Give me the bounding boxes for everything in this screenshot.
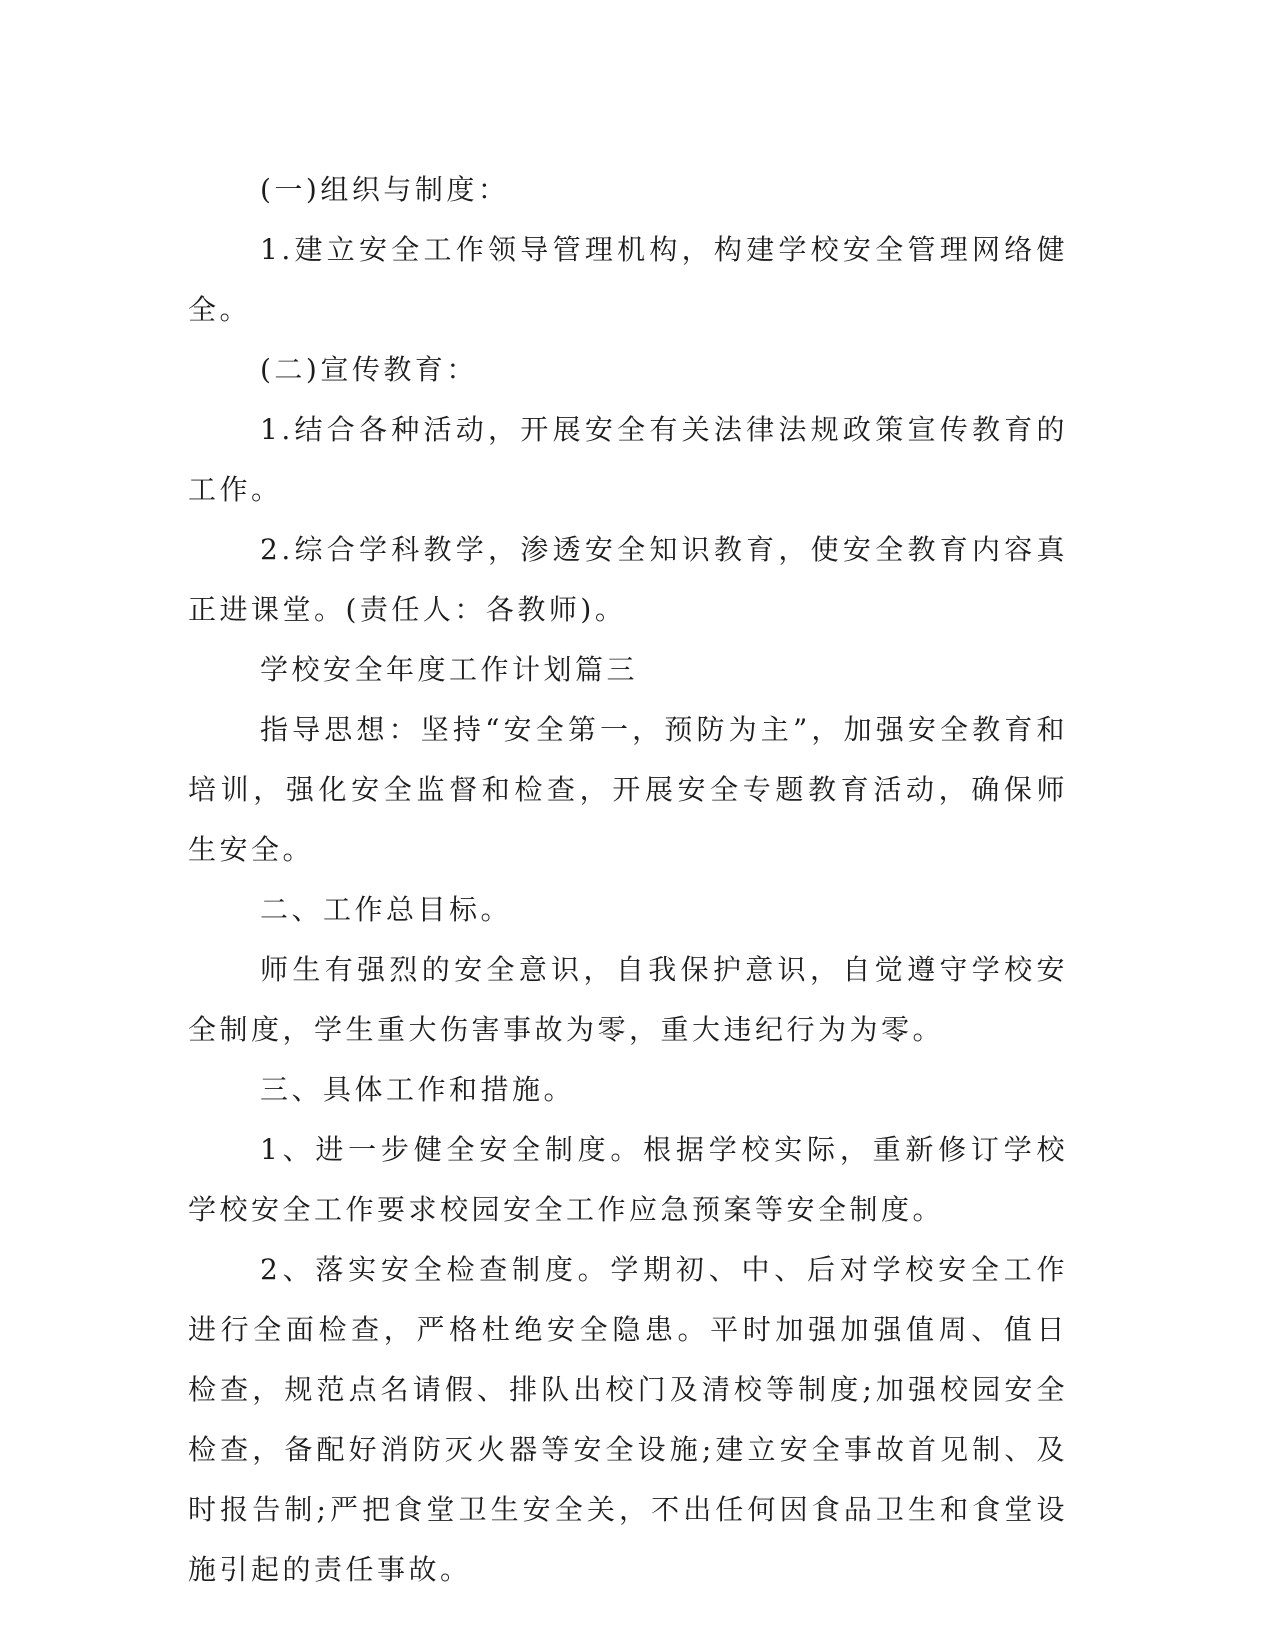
paragraph: 1.结合各种活动，开展安全有关法律法规政策宣传教育的工作。 [188, 413, 1068, 506]
paragraph: 1、进一步健全安全制度。根据学校实际，重新修订学校学校安全工作要求校园安全工作应急预案等安全制度。 [188, 1133, 1068, 1226]
paragraph: 指导思想：坚持“安全第一，预防为主”，加强安全教育和培训，强化安全监督和检查，开展安全专题教育活动，确保师生安全。 [188, 713, 1068, 866]
section-heading: 三、具体工作和措施。 [260, 1073, 576, 1106]
paragraph: (一)组织与制度： [260, 173, 510, 206]
paragraph: 师生有强烈的安全意识，自我保护意识，自觉遵守学校安全制度，学生重大伤害事故为零，重大违纪行为为零。 [188, 953, 1068, 1046]
section-heading: 学校安全年度工作计划篇三 [260, 653, 639, 686]
section-heading: 二、工作总目标。 [260, 893, 513, 926]
paragraph: 2、落实安全检查制度。学期初、中、后对学校安全工作进行全面检查，严格杜绝安全隐患。平时加强加强值周、值日检查，规范点名请假、排队出校门及清校等制度;加强校园安全检查，备配好消防灭火器等安全设施;建立安全事故首见制、及时报告制;严把食堂卫生安全关，不出任何因食品卫生和食堂设施引起的责任事故。 [188, 1253, 1068, 1586]
paragraph: (二)宣传教育： [260, 353, 478, 386]
document-body [188, 160, 1068, 1600]
paragraph: 2.综合学科教学，渗透安全知识教育，使安全教育内容真正进课堂。(责任人：各教师)。 [188, 533, 1068, 626]
paragraph: 1.建立安全工作领导管理机构，构建学校安全管理网络健全。 [188, 233, 1068, 326]
